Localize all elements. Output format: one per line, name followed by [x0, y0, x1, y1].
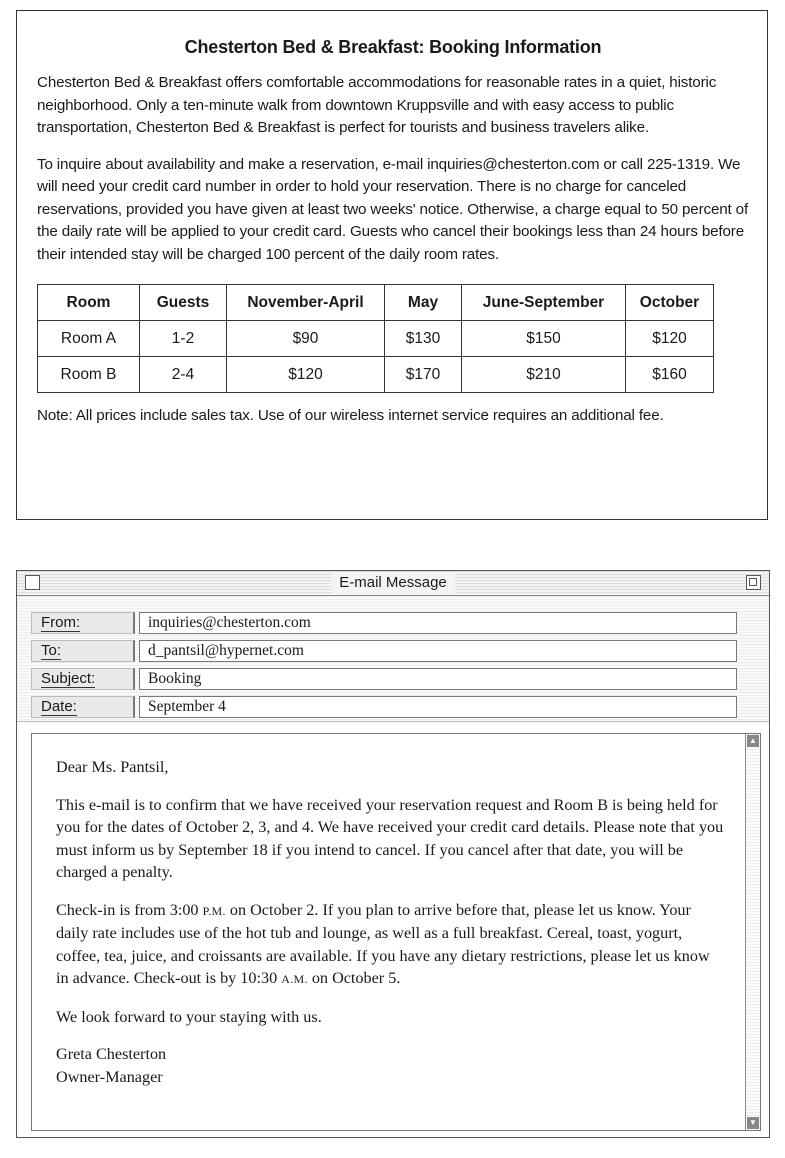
- table-cell: $160: [626, 357, 714, 393]
- email-paragraph-checkin: [56, 899, 724, 991]
- col-header-guests: Guests: [140, 285, 227, 321]
- signature-title: Owner-Manager: [56, 1067, 163, 1086]
- from-field[interactable]: inquiries@chesterton.com: [139, 612, 737, 634]
- email-header-fields: [17, 596, 769, 722]
- col-header-nov-apr: November-April: [227, 285, 385, 321]
- date-field[interactable]: September 4: [139, 696, 737, 718]
- to-label[interactable]: [31, 640, 135, 662]
- signature-name: Greta Chesterton: [56, 1045, 167, 1063]
- date-label[interactable]: [31, 696, 135, 718]
- scroll-up-arrow-icon[interactable]: ▲: [747, 735, 759, 747]
- checkin-text-a: Check-in is from 3:00: [56, 900, 203, 919]
- table-row: [38, 321, 714, 357]
- scroll-down-arrow-icon[interactable]: ▼: [747, 1117, 759, 1129]
- subject-row: [31, 665, 737, 693]
- table-cell: $120: [227, 357, 385, 393]
- table-cell: 1-2: [140, 321, 227, 357]
- from-label[interactable]: [31, 612, 135, 634]
- table-cell: Room A: [38, 321, 140, 357]
- email-paragraph-confirmation: This e-mail is to confirm that we have received your reservation request and Room B is being held for you for the dates of October 2, 3, and 4. We have received your credit card details. Please note that you must inform us by September 18 if you intend to cancel. If you cancel after that date, you will be charged a penalty.: [56, 795, 724, 881]
- subject-field[interactable]: Booking: [139, 668, 737, 690]
- table-cell: Room B: [38, 357, 140, 393]
- email-window: [16, 570, 770, 1138]
- pm-text: P.M.: [202, 903, 226, 918]
- booking-info-box: [16, 10, 768, 520]
- col-header-october: October: [626, 285, 714, 321]
- booking-intro-paragraph: Chesterton Bed & Breakfast offers comfortable accommodations for reasonable rates in a quiet, historic neighborhood. Only a ten-minute walk from downtown Kruppsville and with easy access to public transportation, Chesterton Bed & Breakfast is perfect for tourists and business travelers alike.: [37, 74, 717, 136]
- email-closing: We look forward to your staying with us.: [56, 1007, 322, 1026]
- col-header-room: Room: [38, 285, 140, 321]
- checkin-text-c: on October 5.: [307, 969, 401, 987]
- table-cell: 2-4: [140, 357, 227, 393]
- email-body[interactable]: [31, 733, 761, 1131]
- booking-info-title: Chesterton Bed & Breakfast: Booking Information: [184, 37, 602, 57]
- table-cell: $170: [385, 357, 462, 393]
- from-row: [31, 609, 737, 637]
- zoom-box-icon[interactable]: [746, 575, 761, 590]
- table-cell: $90: [227, 321, 385, 357]
- window-title-bar[interactable]: [17, 571, 769, 596]
- col-header-jun-sep: June-September: [462, 285, 626, 321]
- booking-policy-paragraph: To inquire about availability and make a reservation, e-mail inquiries@chesterton.com or call 225-1319. We will need your credit card number in order to hold your reservation. There is no charge for canceled reservations, provided you have given at least two weeks' notice. Otherwise, a charge equal to 50 percent of the daily rate will be applied to your credit card. Guests who cancel their bookings less than 24 hours before their intended stay will be charged 100 percent of the daily room rates.: [37, 155, 749, 263]
- to-row: [31, 637, 737, 665]
- vertical-scrollbar[interactable]: [745, 734, 760, 1130]
- table-cell: $150: [462, 321, 626, 357]
- date-row: [31, 693, 737, 721]
- table-cell: $120: [626, 321, 714, 357]
- to-field[interactable]: d_pantsil@hypernet.com: [139, 640, 737, 662]
- am-text: A.M.: [281, 972, 308, 986]
- email-greeting: Dear Ms. Pantsil,: [56, 758, 169, 776]
- col-header-may: May: [385, 285, 462, 321]
- date-label-text: Date:: [41, 698, 77, 715]
- room-rates-table: [37, 284, 714, 393]
- close-box-icon[interactable]: [25, 575, 40, 590]
- checkin-text-b: on October 2. If you plan to arrive before that, please let us know. Your daily rate includes use of the hot tub and lounge, as well as a full breakfast. Cereal, toast, yogurt, coffee, tea, juice, and croissants are available. If you have any dietary restrictions, please let us know in advance. Check-out is by 10:30: [56, 900, 710, 987]
- subject-label[interactable]: [31, 668, 135, 690]
- price-note: Note: All prices include sales tax. Use of our wireless internet service requires an additional fee.: [37, 407, 664, 424]
- from-label-text: From:: [41, 614, 81, 631]
- table-header-row: [38, 285, 714, 321]
- table-cell: $130: [385, 321, 462, 357]
- table-cell: $210: [462, 357, 626, 393]
- to-label-text: To:: [41, 642, 62, 659]
- subject-label-text: Subject:: [41, 670, 96, 687]
- table-row: [38, 357, 714, 393]
- window-title: E-mail Message: [331, 573, 455, 593]
